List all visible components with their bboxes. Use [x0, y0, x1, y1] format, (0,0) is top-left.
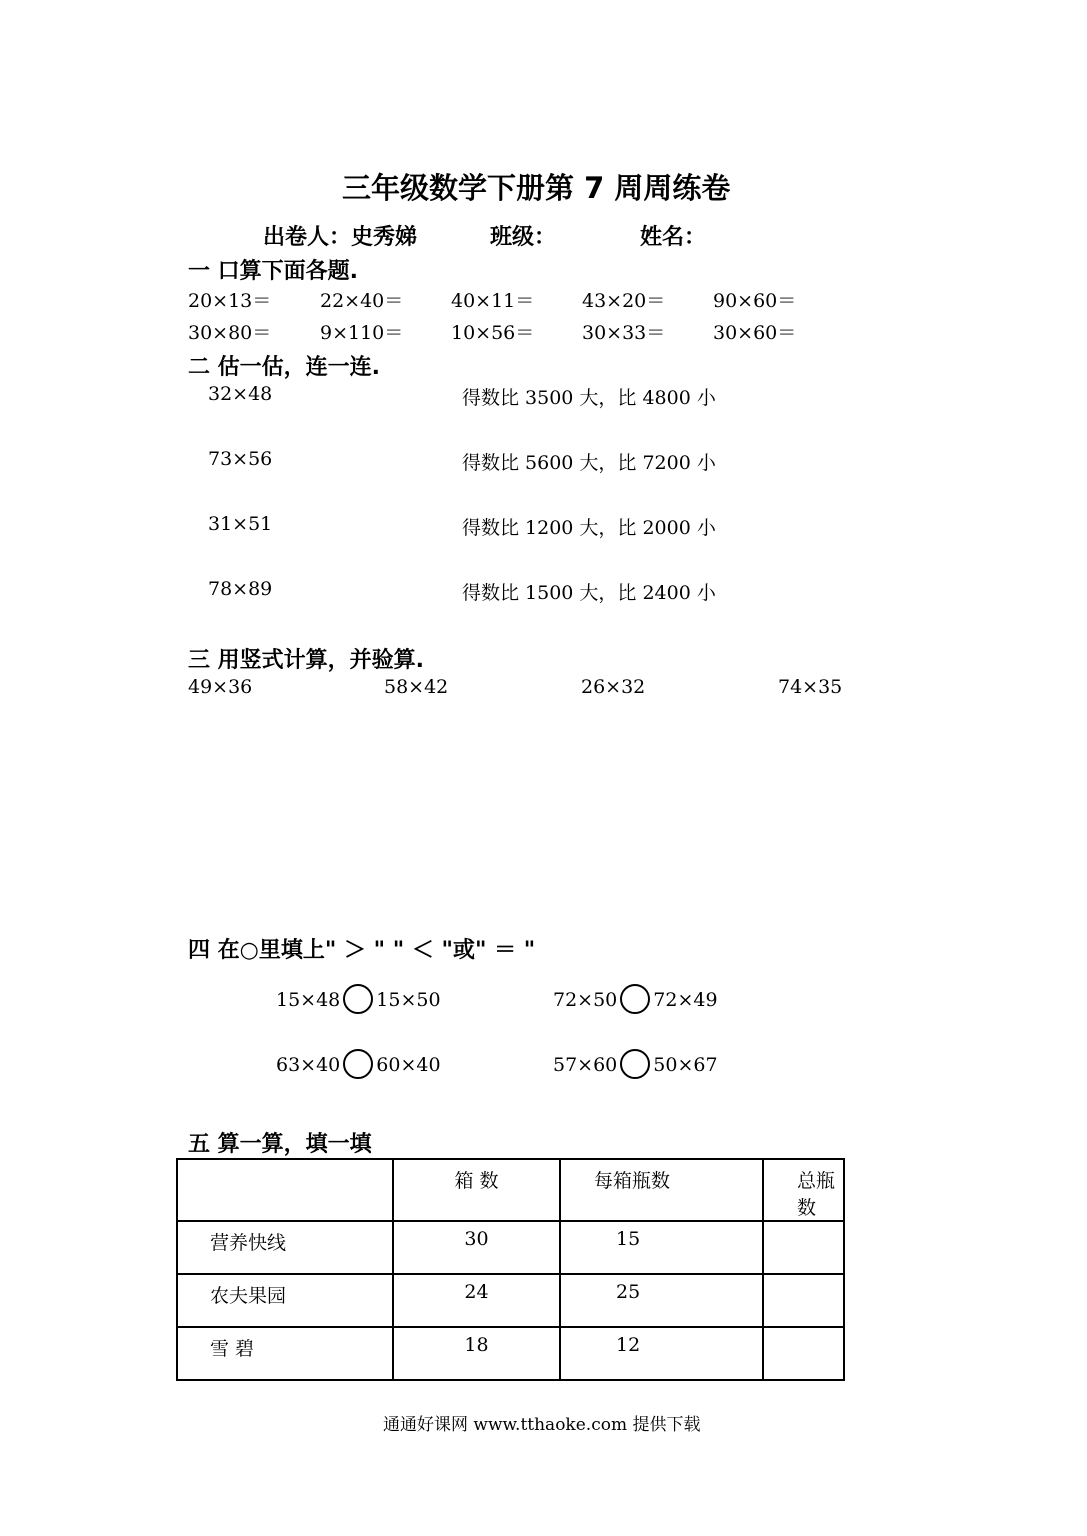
- estimate-expression: 32×48: [208, 383, 273, 405]
- vertical-calc-item: 49×36: [188, 676, 253, 698]
- section1-heading: 一 口算下面各题.: [188, 259, 359, 284]
- table-row: [177, 1221, 844, 1274]
- per-box-cell: 12: [560, 1327, 763, 1380]
- compare-item: [553, 1051, 718, 1081]
- oral-calc-item: 43×20＝: [582, 290, 666, 312]
- page-title: 三年级数学下册第 7 周周练卷: [342, 171, 731, 205]
- oral-calc-item: 40×11＝: [451, 290, 535, 312]
- total-cell[interactable]: [763, 1274, 844, 1327]
- compare-right: 72×49: [653, 989, 718, 1011]
- oral-calc-item: 20×13＝: [188, 290, 272, 312]
- estimate-expression: 78×89: [208, 578, 273, 600]
- author-label: 出卷人：史秀娣: [263, 225, 418, 250]
- header-cell: 每箱瓶数: [560, 1159, 763, 1221]
- per-box-cell: 25: [560, 1274, 763, 1327]
- section4-heading: 四 在○里填上" ＞ " " ＜ "或" ＝ ": [188, 938, 536, 963]
- footer-text: 通通好课网 www.tthaoke.com 提供下载: [383, 1415, 701, 1435]
- total-cell[interactable]: [763, 1221, 844, 1274]
- estimate-expression: 31×51: [208, 513, 273, 535]
- vertical-calc-item: 26×32: [581, 676, 646, 698]
- estimate-expression: 73×56: [208, 448, 273, 470]
- answer-circle[interactable]: [620, 1049, 650, 1079]
- oral-calc-item: 90×60＝: [713, 290, 797, 312]
- answer-circle[interactable]: [343, 1049, 373, 1079]
- header-cell: 总瓶数: [763, 1159, 844, 1221]
- oral-calc-item: 30×80＝: [188, 322, 272, 344]
- per-box-cell: 15: [560, 1221, 763, 1274]
- vertical-calc-item: 58×42: [384, 676, 449, 698]
- name-label: 姓名：: [640, 225, 707, 250]
- section2-heading: 二 估一估，连一连.: [188, 355, 381, 380]
- oral-calc-item: 9×110＝: [320, 322, 404, 344]
- oral-calc-item: 10×56＝: [451, 322, 535, 344]
- compare-left: 63×40: [276, 1054, 341, 1076]
- oral-calc-item: 30×60＝: [713, 322, 797, 344]
- section5-heading: 五 算一算，填一填: [188, 1132, 372, 1157]
- answer-circle[interactable]: [620, 984, 650, 1014]
- table-row: [177, 1327, 844, 1380]
- drink-name: 雪 碧: [177, 1327, 393, 1380]
- estimate-range: 得数比 1200 大，比 2000 小: [462, 517, 716, 539]
- table-row: [177, 1274, 844, 1327]
- header-cell: [177, 1159, 393, 1221]
- compare-left: 57×60: [553, 1054, 618, 1076]
- boxes-cell: 30: [393, 1221, 560, 1274]
- compare-right: 60×40: [376, 1054, 441, 1076]
- class-label: 班级：: [490, 225, 557, 250]
- section3-heading: 三 用竖式计算，并验算.: [188, 648, 425, 673]
- compare-item: [553, 986, 718, 1016]
- header-cell: 箱 数: [393, 1159, 560, 1221]
- oral-calc-item: 22×40＝: [320, 290, 404, 312]
- table-header-row: [177, 1159, 844, 1221]
- compare-item: [276, 1051, 441, 1081]
- compare-right: 50×67: [653, 1054, 718, 1076]
- compare-item: [276, 986, 441, 1016]
- oral-calc-item: 30×33＝: [582, 322, 666, 344]
- answer-circle[interactable]: [343, 984, 373, 1014]
- total-cell[interactable]: [763, 1327, 844, 1380]
- bottles-table: [176, 1158, 845, 1381]
- estimate-range: 得数比 1500 大，比 2400 小: [462, 582, 716, 604]
- compare-left: 15×48: [276, 989, 341, 1011]
- boxes-cell: 18: [393, 1327, 560, 1380]
- drink-name: 营养快线: [177, 1221, 393, 1274]
- vertical-calc-item: 74×35: [778, 676, 843, 698]
- boxes-cell: 24: [393, 1274, 560, 1327]
- estimate-range: 得数比 5600 大，比 7200 小: [462, 452, 716, 474]
- drink-name: 农夫果园: [177, 1274, 393, 1327]
- compare-left: 72×50: [553, 989, 618, 1011]
- compare-right: 15×50: [376, 989, 441, 1011]
- estimate-range: 得数比 3500 大，比 4800 小: [462, 387, 716, 409]
